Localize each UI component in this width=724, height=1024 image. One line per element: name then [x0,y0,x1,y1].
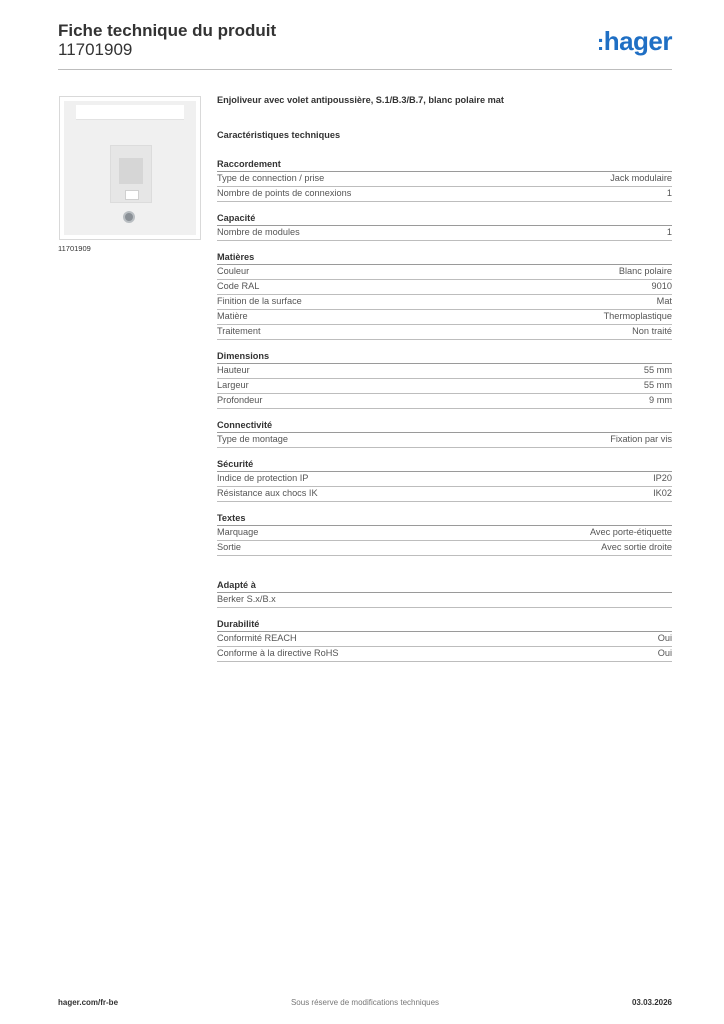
spec-row [217,364,672,379]
page-footer [58,998,672,1012]
spec-row [217,379,672,394]
spec-row [217,310,672,325]
spec-row [217,172,672,187]
spec-value: 55 mm [643,380,672,390]
spec-label: Berker S.x/B.x [217,594,276,604]
spec-sections [217,158,672,662]
footer-website: hager.com/fr-be [58,998,119,1007]
spec-section [217,251,672,340]
spec-value: Blanc polaire [618,266,672,276]
spec-label: Conforme à la directive RoHS [217,648,339,658]
spec-row [217,325,672,340]
section-title: Raccordement [217,158,672,172]
product-number: 11701909 [58,40,133,59]
footer-note: Sous réserve de modifications techniques [290,998,440,1007]
spec-label: Code RAL [217,281,260,291]
hager-logo: :hager [596,26,672,56]
spec-value: IK02 [653,488,672,498]
spec-label: Nombre de modules [217,227,300,237]
spec-value: 9010 [651,281,672,291]
spec-label: Indice de protection IP [217,473,309,483]
dust-shutter [110,145,152,203]
spec-row [217,295,672,310]
section-title: Connectivité [217,419,672,433]
spec-row [217,541,672,556]
spec-row [217,526,672,541]
section-title: Adapté à [217,579,672,593]
spec-content [217,95,672,662]
spec-row [217,433,672,448]
spec-section [217,350,672,409]
spec-row [217,280,672,295]
document-header [58,20,672,70]
spec-section [217,579,672,608]
spec-row [217,487,672,502]
spec-label: Conformité REACH [217,633,297,643]
header-divider [58,69,672,70]
spec-row [217,632,672,647]
document-title: Fiche technique du produit [58,21,277,40]
spec-section [217,158,672,202]
section-title: Matières [217,251,672,265]
spec-row [217,394,672,409]
spec-value: 55 mm [643,365,672,375]
spec-value: Non traité [632,326,672,336]
spec-value: 1 [666,188,672,198]
spec-label: Matière [217,311,248,321]
section-title: Textes [217,512,672,526]
product-image [59,96,201,240]
spec-value: Fixation par vis [610,434,672,444]
spec-label: Couleur [217,266,250,276]
screw-icon [123,211,135,223]
spec-section [217,618,672,662]
spec-value: 1 [666,227,672,237]
spec-label: Hauteur [217,365,250,375]
spec-label: Résistance aux chocs IK [217,488,318,498]
spec-section [217,212,672,241]
spec-value: Avec porte-étiquette [589,527,672,537]
spec-row [217,593,672,608]
spec-value: Oui [657,633,672,643]
spec-section [217,419,672,448]
section-title: Capacité [217,212,672,226]
spec-section [217,458,672,502]
spec-value: IP20 [653,473,672,483]
spec-label: Largeur [217,380,249,390]
spec-label: Traitement [217,326,261,336]
logo-text: hager [603,26,672,56]
spec-section [217,512,672,556]
spec-row [217,647,672,662]
spec-value: Thermoplastique [603,311,672,321]
label-holder [76,105,184,120]
spec-row [217,472,672,487]
spec-label: Marquage [217,527,259,537]
spec-label: Finition de la surface [217,296,302,306]
spec-row [217,187,672,202]
shutter-tab [125,190,139,200]
spec-label: Nombre de points de connexions [217,188,352,198]
section-title: Dimensions [217,350,672,364]
spec-value: Mat [656,296,672,306]
spec-value: Oui [657,648,672,658]
spec-label: Type de montage [217,434,288,444]
spec-label: Sortie [217,542,242,552]
spec-value: Jack modulaire [610,173,672,183]
section-title: Sécurité [217,458,672,472]
product-title: Enjoliveur avec volet antipoussière, S.1/B.3/B.7, blanc polaire mat [217,95,504,105]
spec-label: Type de connection / prise [217,173,325,183]
spec-label: Profondeur [217,395,263,405]
tech-title: Caractéristiques techniques [217,130,341,140]
section-title: Durabilité [217,618,672,632]
spec-value: 9 mm [649,395,672,405]
cover-plate [64,101,196,235]
footer-date: 03.03.2026 [631,998,672,1007]
spec-row [217,265,672,280]
jack-opening [119,158,143,184]
image-caption: 11701909 [58,244,91,253]
spec-row [217,226,672,241]
spec-value: Avec sortie droite [601,542,672,552]
